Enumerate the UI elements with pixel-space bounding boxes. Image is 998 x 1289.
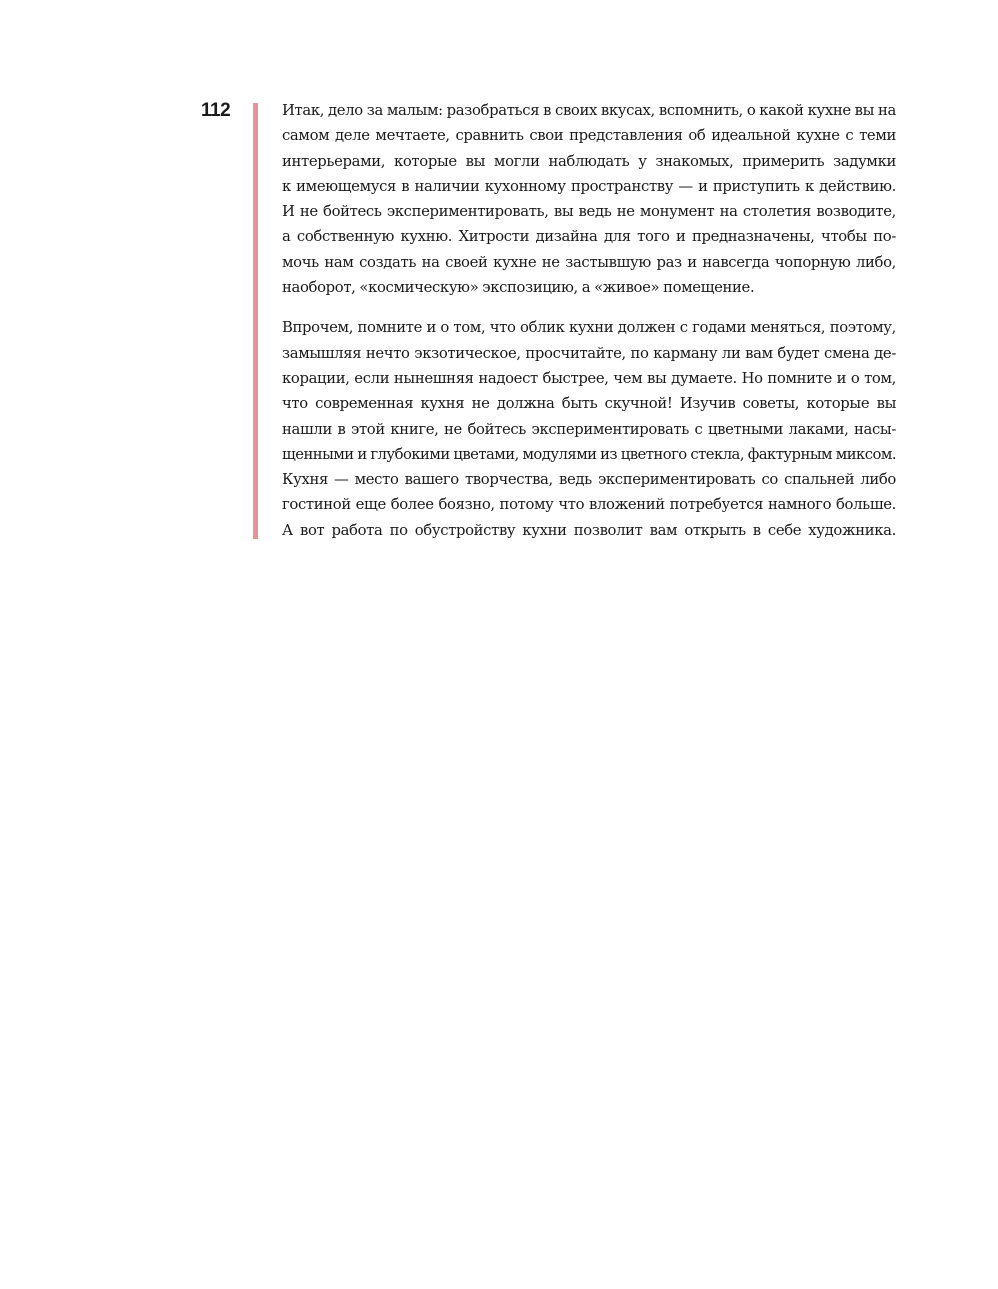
text-line: наоборот, «космическую» экспозицию, а «живое» помещение.	[282, 279, 755, 297]
text-line: интерьерами, которые вы могли наблюдать у знакомых, примерить задумки	[282, 152, 896, 170]
text-line: самом деле мечтаете, сравнить свои представления об идеальной кухне с теми	[282, 127, 896, 145]
page-number: 112	[201, 100, 231, 121]
text-line: А вот работа по обустройству кухни позволит вам открыть в себе художника.	[282, 521, 896, 539]
text-line: замышляя нечто экзотическое, просчитайте, по карману ли вам будет смена де-	[282, 344, 896, 362]
accent-bar	[253, 103, 258, 539]
text-line: к имеющемуся в наличии кухонному пространству — и приступить к действию.	[282, 177, 896, 195]
paragraph-2	[282, 315, 896, 543]
text-line: корации, если нынешняя надоест быстрее, чем вы думаете. Но помните и о том,	[282, 369, 896, 387]
text-line: Итак, дело за малым: разобраться в своих вкусах, вспомнить, о какой кухне вы на	[282, 102, 896, 119]
text-line: И не бойтесь экспериментировать, вы ведь не монумент на столетия возводите,	[282, 203, 896, 221]
paragraph-1	[282, 98, 896, 300]
text-line: а собственную кухню. Хитрости дизайна для того и предназначены, чтобы по-	[282, 228, 896, 246]
body-text	[282, 98, 896, 543]
text-line: мочь нам создать на своей кухне не застывшую раз и навсегда чопорную либо,	[282, 253, 896, 271]
text-line: гостиной еще более боязно, потому что вложений потребуется намного больше.	[282, 496, 896, 514]
text-line: что современная кухня не должна быть скучной! Изучив советы, которые вы	[282, 395, 896, 413]
text-line: щенными и глубокими цветами, модулями из цветного стекла, фактурным миксом.	[282, 445, 896, 463]
text-line: Кухня — место вашего творчества, ведь экспериментировать со спальней либо	[282, 471, 896, 489]
text-line: нашли в этой книге, не бойтесь экспериментировать с цветными лаками, насы-	[282, 420, 896, 438]
text-line: Впрочем, помните и о том, что облик кухни должен с годами меняться, поэтому,	[282, 319, 896, 337]
